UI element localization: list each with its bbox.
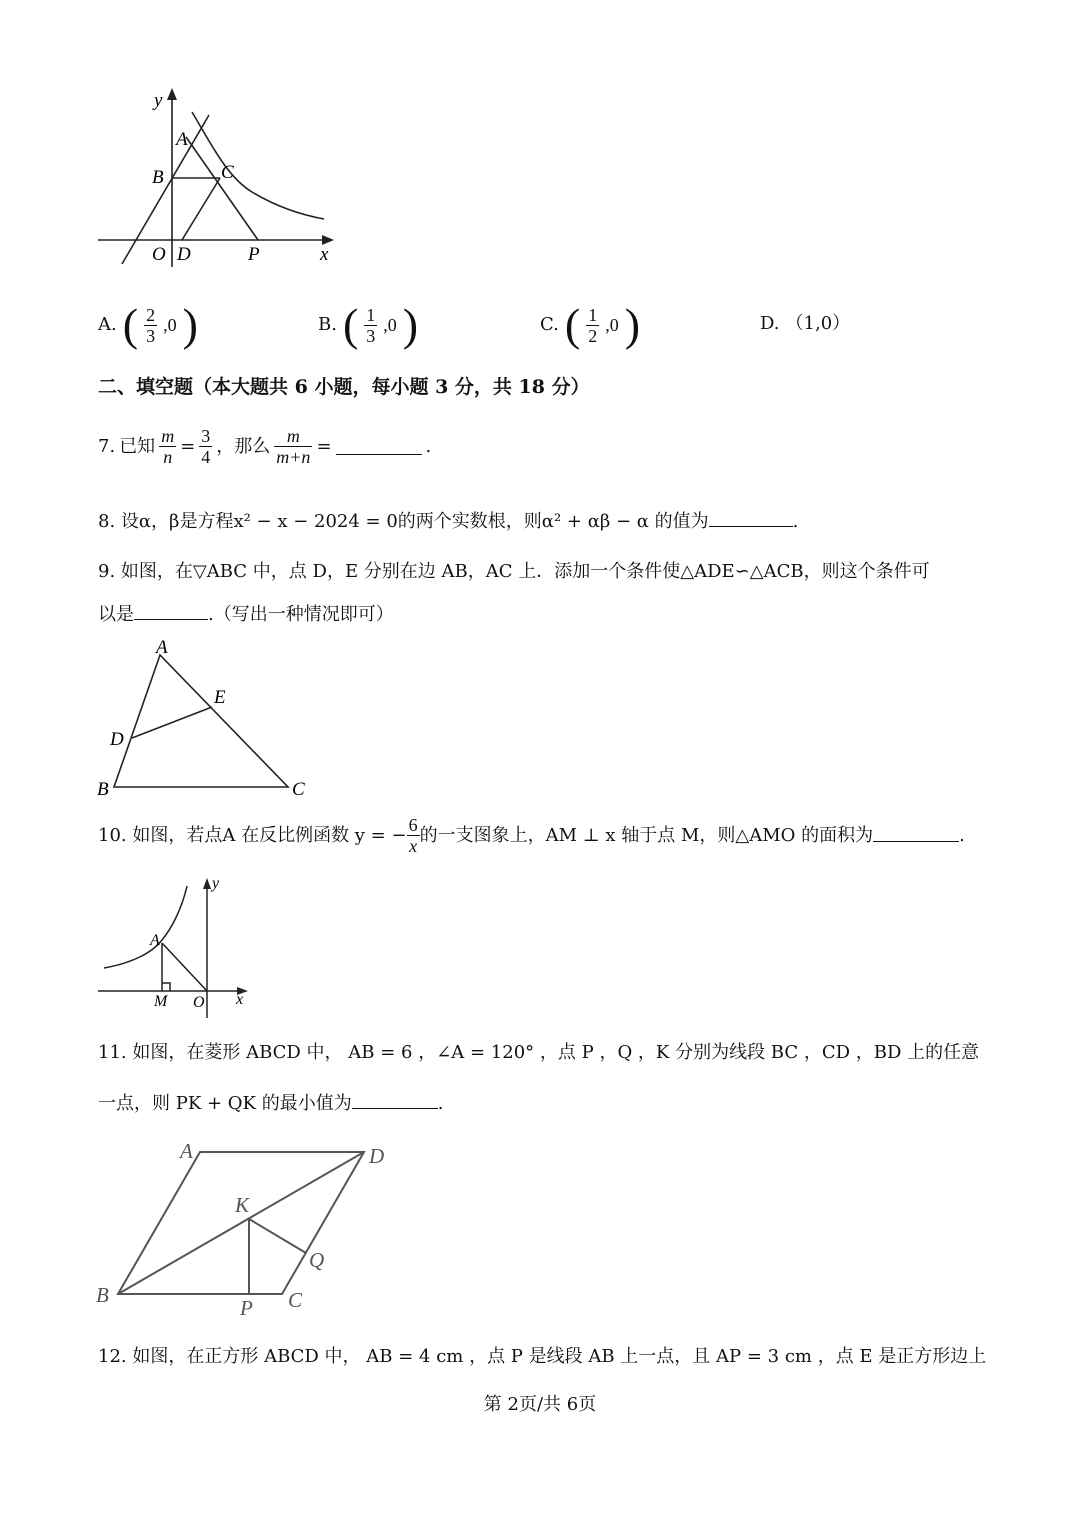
answer-blank-10[interactable] xyxy=(873,825,959,842)
option-d-value: （1,0） xyxy=(785,313,851,334)
answer-blank-11[interactable] xyxy=(352,1092,438,1109)
label-B: B xyxy=(97,779,109,800)
label-P: P xyxy=(248,244,260,265)
option-d[interactable] xyxy=(760,313,850,335)
segment-AO xyxy=(162,943,207,991)
answer-blank-8[interactable] xyxy=(709,510,793,527)
label-C: C xyxy=(288,1288,303,1312)
question-9-line2: 以是 .（写出一种情况即可） xyxy=(98,604,394,625)
label-D: D xyxy=(177,244,191,265)
segment-DC xyxy=(182,178,220,240)
answer-blank-9[interactable] xyxy=(134,603,208,620)
option-c-label: C. xyxy=(540,314,559,335)
label-M: M xyxy=(154,993,168,1010)
label-O: O xyxy=(152,244,166,265)
option-a[interactable]: A. ( $\frac{2}{3}$ ,0 ) xyxy=(98,299,198,350)
question-7: 7. 已知 $\frac{m}{n}$ = $\frac{3}{4}$ ，那么 $\frac{m}{m+n}$ = . xyxy=(98,426,432,467)
label-A: A xyxy=(176,129,188,150)
line-through-A-B xyxy=(122,115,209,264)
label-E: E xyxy=(214,687,226,708)
option-a-label: A. xyxy=(98,314,117,335)
page-footer: 第 2页/共 6页 xyxy=(483,1394,597,1415)
question-9-line1: 9. 如图，在▽ABC 中，点 D，E 分别在边 AB，AC 上．添加一个条件使△ADE∽△ACB，则这个条件可 xyxy=(98,561,930,582)
question-11-line1: 11. 如图，在菱形 ABCD 中， AB = 6 ，∠A = 120° ，点 P ，Q ，K 分别为线段 BC ，CD ，BD 上的任意 xyxy=(98,1042,980,1063)
label-D: D xyxy=(110,729,124,750)
figure-rhombus xyxy=(92,1132,402,1322)
label-y: y xyxy=(154,90,163,111)
segment-KQ xyxy=(249,1219,306,1253)
question-12-line1: 12. 如图，在正方形 ABCD 中， AB = 4 cm ，点 P 是线段 AB 上一点，且 AP = 3 cm ，点 E 是正方形边上 xyxy=(98,1346,987,1367)
option-b[interactable]: B. ( $\frac{1}{3}$ ,0 ) xyxy=(318,299,419,350)
option-b-label: B. xyxy=(318,314,337,335)
label-C: C xyxy=(221,162,234,183)
section-title: 二、填空题（本大题共 6 小题，每小题 3 分，共 18 分） xyxy=(98,376,590,398)
question-10: 10. 如图，若点A 在反比例函数 y = − $\frac{6}{x}$ 的一支图象上，AM ⊥ x 轴于点 M，则△AMO 的面积为 . xyxy=(98,815,965,856)
figure-triangle-ade xyxy=(92,635,322,800)
question-11-line2: 一点，则 PK + QK 的最小值为 . xyxy=(98,1093,444,1114)
y-axis-arrow xyxy=(203,878,211,889)
label-x: x xyxy=(236,991,244,1008)
option-d-label: D. xyxy=(760,313,780,334)
label-B: B xyxy=(96,1283,109,1307)
label-Q: Q xyxy=(309,1248,325,1272)
right-angle-mark xyxy=(162,983,170,991)
label-D: D xyxy=(369,1144,385,1168)
y-axis-arrow xyxy=(167,88,177,100)
label-A: A xyxy=(156,637,168,658)
figure-hyperbola-triangle xyxy=(92,82,352,277)
hyperbola-curve xyxy=(192,112,324,219)
label-K: K xyxy=(235,1193,250,1217)
triangle-abc xyxy=(114,655,288,787)
label-A: A xyxy=(150,932,160,949)
label-C: C xyxy=(292,779,305,800)
segment-DE xyxy=(132,707,212,738)
option-c[interactable]: C. ( $\frac{1}{2}$ ,0 ) xyxy=(540,299,641,350)
label-B: B xyxy=(152,167,164,188)
label-A: A xyxy=(180,1139,193,1163)
label-x: x xyxy=(320,244,329,265)
label-O: O xyxy=(193,994,205,1011)
figure-inverse-function xyxy=(92,868,262,1023)
diagonal-BD xyxy=(118,1152,364,1294)
question-8: 8. 设α，β是方程x² − x − 2024 = 0的两个实数根，则α² + αβ − α 的值为 . xyxy=(98,511,799,532)
answer-blank-7[interactable] xyxy=(336,438,422,455)
label-y: y xyxy=(212,875,220,892)
label-P: P xyxy=(240,1296,253,1320)
